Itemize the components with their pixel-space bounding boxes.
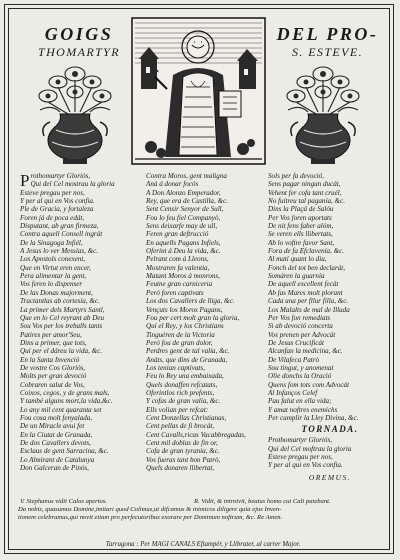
verse-line: La primer dels Martyrs Santl, [20,305,105,314]
verse-line: En aquells Pagans Infiels, [146,238,221,247]
verse-line: Rey, que era de Castilla, &c. [146,197,228,206]
verse-line: Disputant, ab gran firmeza, [20,222,99,231]
title-goigs: GOIGS [44,24,114,44]
verse-line: Sou Vos per los treballs tants [20,322,103,331]
verse-line: Dins a primer, que tots, [20,338,87,347]
verse-line: Per Vos fon remediats [268,313,331,322]
verse-line: Quí el Rey, y los Christians [146,322,224,331]
verse-line: En la Santa Invenció [20,355,80,364]
verse-line: Quels donaffen refcatats, [146,380,218,389]
verse-line: Que en Virtut eren encer, [20,263,91,272]
verse-line: Ab fas Mares molt plorant [268,288,343,297]
verse-line: Vos prenen per Advocát [268,330,336,339]
verse-line: Sou tingut, y anomenat [268,363,334,372]
verse-line: Fou cosa molt fenyalada, [20,413,93,422]
verse-line: Pera alimentar la gent, [20,272,87,281]
verse-line: Lo Almirant de Catalunya [20,455,95,464]
verse-line: Anáts, que dins de Granada, [146,355,228,364]
verse-line: Perdres gent de tal valía, &c. [146,347,230,356]
verse-line: Fonch del tot ben declarát, [268,263,346,272]
verse-column-3 [268,172,392,482]
verse-line: Quens fom tots com Advocát [268,380,350,389]
verse-line: En la Ciutat de Granada, [20,430,93,439]
verse-line: Los Apostols conexent, [20,255,86,264]
verse-line: Fou lo feu fiel Companyò, [146,213,221,222]
verse-line: Pelrant com á Lleons, [146,255,209,264]
verse-line: Cent mil doblas de fin or, [146,439,218,447]
verse-line: Somáren la guarnía [268,272,325,281]
verse-line: Cent Cavalls,ricas Vacabbregadas, [146,430,246,439]
verse-line: Los Malalts de mal de Illada [268,305,350,314]
verse-line: Vos fueras tant bon Patrò, [146,455,221,464]
verse-line: Vençuts los Moros Pagans, [146,305,223,314]
verse-line: Feu lo Rey una embaixada, [146,372,224,381]
title-right [265,25,390,59]
verse-line: De nit fens faber alóm, [268,222,334,231]
verse-line: Que en lo Cel reyrant ab Deu [20,313,105,322]
title-left [14,25,144,59]
verse-line: Cobraren salut de Vos, [20,380,85,389]
verse-line: Feren gran deftrucció [146,230,209,239]
verse-line: Cent pellas de fi brocát, [146,422,215,431]
verse-line: De Vilafeca Patrò [268,355,320,364]
response-line: R. Vidit, & introivit, beatus homo cui Cali patebant. [194,498,331,505]
verse-line: Peró foren captivats [146,288,204,297]
verse-line: De Jesus Crucificát [268,338,324,347]
verse-line: Sens deixarfe may de ull, [146,222,218,231]
tornada-heading: TORNADA. [301,424,359,435]
oremus-heading: OREMUS. [308,472,352,482]
verse-line: Y cofas de gran valía, &c. [146,397,221,406]
verse-line: Quels donaren llibertat, [146,464,215,473]
verse-line: De vostre Cos Gloriós, [20,363,86,372]
verse-line: Tractantlas ab cortesía, &c. [20,297,100,306]
verse-line: Pau falut en ella vida; [268,397,332,406]
verse-line: Sens pagar ningun ducát, [268,180,341,189]
verse-line: Fora de fa Efclavenía, &c. [268,247,345,256]
versicle-line: V. Stephanus vidit Calos apertos. [20,498,108,505]
verse-line: No fuitreu tal paganía, &c. [268,197,345,206]
flower-vase-left-illustration [30,60,120,165]
verse-line: Esteve pregau per nos, [20,188,85,197]
tornada-line: Prothomartyr Gloriós, [268,436,332,445]
verse-line: Ple de Gracia, y fortaleza [20,205,94,214]
verse-line: Patires per amor'Seu, [20,330,82,339]
verse-line: Se veren ells llibertats, [268,230,333,239]
verse-line: Quí per el dáreu la vida, &c. [20,347,103,356]
verse-line: Sols per fa devoció, [268,172,324,180]
verse-line: Al Infanços Celef [268,388,318,397]
verse-line: De aquell excellent fecát [268,280,339,289]
verse-line: Alcanfan la medicina, &c. [268,347,343,356]
verse-line: Contra aquell Consell ingrát [20,230,103,239]
verse-line: Coixos, cegos, y de grans mals, [20,388,110,397]
verse-line: Oferintlos rich prefents, [146,388,215,397]
verse-line: Foren já de poca edát, [20,213,85,222]
printer-imprint: Tarragona : Per MAGI CANALS Eftampér, y Llibrater, al carrer Major. [105,541,301,548]
flower-vase-right-illustration [278,60,368,165]
verse-line: Dins la Plaçá de Salóu [268,205,334,214]
verse-line: Y per al qui en Vos confia. [20,197,95,206]
verse-line: Los dos Cavallers de llíga, &c. [146,297,235,306]
verse-line: De la Sinagoga Infiél, [20,238,83,247]
verse-line: Y també alguns mort,la vida,&c. [20,397,113,406]
verse-line: Matant Moros á monrons, [146,272,220,281]
verse-line: Molts per gran devoció [20,372,87,381]
prayer-line: tionem celebramus,qui novit etiam pro perfecutoribus exorare per Dominum noftrum, &c. Re Amen. [18,514,283,522]
title-del-pro: DEL PRO- [276,24,379,44]
verse-line: rothomartyr Gloriós, [30,172,91,180]
verse-line: Per Vos foren aportats [268,213,332,222]
verse-line: Esclaus de gent Sarracina, &c. [20,447,109,456]
verse-line: De un Miracle avui fet [20,422,85,431]
verse-line: Ab lo voftre favor Sant, [268,238,335,247]
verse-line: Y amat noftres enemichs [268,405,338,414]
verse-line: Vos feren lo dispenser [20,280,83,289]
verse-line: Feutne gran carniceria [146,280,213,289]
verse-line: Fou per cert molt gran la gloria, [146,313,240,322]
verse-line: Al matí quant lo dia, [268,255,327,264]
verse-line: Si ab devoció concerta [268,322,333,331]
verse-line: Cent Donzellas Christianas, [146,413,227,422]
verse-line: De las Donas majorment, [20,288,93,297]
verse-line: Don Galceran de Pinós, [20,464,89,473]
verse-column-2 [146,172,264,472]
verse-line: Mostraren fa valentia, [146,263,210,272]
saint-stephen-woodcut-illustration [131,17,266,165]
verse-line: Tinguéren de la Victoria [146,330,215,339]
verse-line: Los tenian captivats, [146,363,205,372]
verse-line: Olie donchs la Oració [268,372,332,381]
verse-line: A Don Alonzo Emperador, [146,188,221,197]
verse-line: Cofa de gran tyrania, &c. [146,447,220,456]
verse-line: Lo any mil cent quaranta set [20,405,102,414]
verse-line: Per cumplir la Lley Divina, &c. [268,413,359,422]
verse-line: Ells volian per refcat: [146,405,209,414]
verse-line: Anà á donar focós [146,180,199,189]
tornada-line: Esteve pregau per nos, [268,453,333,461]
prayer-line: Da nobis, quasumus Domine,imitari quod Colimus,ut difcamus & inimicos diligere quia ejus Inven- [18,506,282,513]
title-s-esteve: S. ESTEVE. [292,45,363,59]
drop-cap-initial: P [20,171,30,190]
title-thomartyr: THOMARTYR [38,45,120,59]
verse-line: Peró fou de gran dolor, [146,338,213,347]
verse-line: Qui del Cel mostrau la gloria [30,180,115,189]
verse-line: De dos Cavallers devots, [20,439,91,447]
verse-line: Oferint á Deu la vida, &c. [146,247,221,256]
verse-line: Vehent fer cofa tant cruél, [268,188,342,197]
tornada-line: Y per al qui en Vos confia. [268,461,343,470]
tornada-line: Qui del Cel moftrau la gloria [268,444,352,453]
verse-line: Sent Censir Senyor de Sull, [146,205,224,214]
verse-line: Cada una per fllur filla, &c. [268,297,349,306]
prayer-block [18,506,388,522]
verse-line: A Jesus lo ver Messías, &c. [20,247,99,256]
verse-line: Contra Moros, gent maligna [146,172,227,180]
verse-column-1 [20,172,138,472]
